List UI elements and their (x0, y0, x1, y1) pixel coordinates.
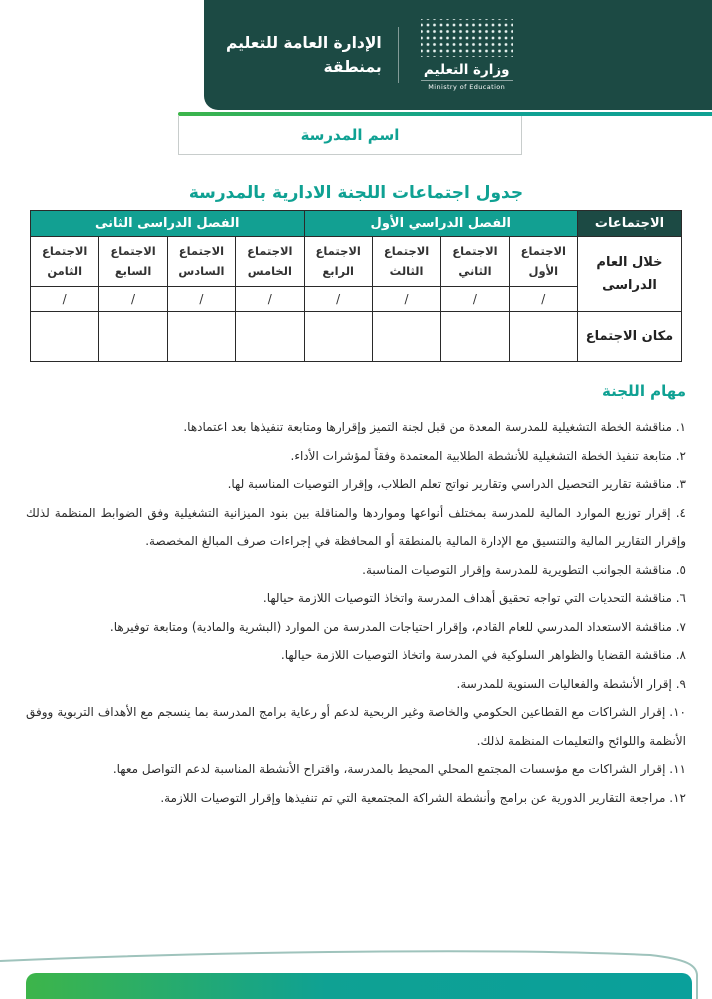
place-cell (31, 312, 99, 362)
tasks-section (26, 382, 686, 812)
task-text: إقرار توزيع الموارد المالية للمدرسة بمختلف أنواعها ومواردها والمناقلة بين بنود الميزانية التشغيلية وفق الضوابط المنظمة لذلك وإقرار التقارير المالية والتنسيق مع الإدارة المالية بالمنطقة أو المحافظة في إجراءات صرف المبالغ المخصصة. (26, 505, 686, 548)
task-number: ٧. (675, 619, 686, 634)
place-cell (99, 312, 167, 362)
date-cell: / (31, 287, 99, 312)
meeting-name-cell: الاجتماع السابع (99, 237, 167, 287)
date-cell: / (304, 287, 372, 312)
task-text: مناقشة الخطة التشغيلية للمدرسة المعدة من قبل لجنة التميز وإقرارها ومتابعة تنفيذها بعد اعتمادها. (183, 420, 672, 434)
ministry-name-english: Ministry of Education (421, 80, 513, 91)
place-label-cell: مكان الاجتماع (578, 312, 682, 362)
task-number: ١١. (669, 762, 686, 776)
document-title: جدول اجتماعات اللجنة الادارية بالمدرسة (188, 183, 524, 204)
meetings-column-header: الاجتماعات (578, 211, 682, 237)
task-number: ٥. (675, 562, 686, 577)
ministry-name-arabic: وزارة التعليم (423, 62, 510, 78)
task-number: ٣. (675, 477, 686, 491)
task-item (26, 442, 686, 471)
task-text: إقرار الشراكات مع مؤسسات المجتمع المحلي المحيط بالمدرسة، واقتراح الأنشطة المناسبة لدعم التواصل معها. (112, 762, 666, 776)
task-number: ٢. (675, 448, 686, 463)
task-item (26, 755, 686, 784)
task-item (26, 784, 686, 813)
task-item (26, 670, 686, 699)
during-year-cell: خلال العام الدراسى (578, 237, 682, 312)
task-number: ١. (675, 420, 686, 434)
meeting-name-cell: الاجتماع الرابع (304, 237, 372, 287)
task-item (26, 698, 686, 755)
tasks-section-heading: مهام اللجنة (602, 382, 686, 400)
place-cell (304, 312, 372, 362)
school-name-box (178, 116, 522, 155)
date-cell: / (372, 287, 440, 312)
task-text: مناقشة الاستعداد المدرسي للعام القادم، وإقرار احتياجات المدرسة من الموارد (البشرية والمادية) ومتابعة توفيرها. (109, 619, 672, 634)
task-item (26, 499, 686, 556)
task-text: إقرار الشراكات مع القطاعين الحكومي والخاصة وغير الربحية لدعم أو رعاية برامج المدرسة بما ينسجم مع الأهداف التربوية ووفق الأنظمة واللوائح والتعليمات المنظمة لذلك. (26, 705, 686, 748)
place-cell (509, 312, 577, 362)
ministry-logo-dots-icon (421, 19, 513, 57)
task-text: مناقشة التحديات التي تواجه تحقيق أهداف المدرسة واتخاذ التوصيات اللازمة حيالها. (262, 591, 672, 605)
meetings-schedule-table (30, 210, 682, 362)
date-cell: / (236, 287, 304, 312)
school-name-label: اسم المدرسة (300, 126, 400, 144)
date-cell: / (167, 287, 235, 312)
task-item (26, 584, 686, 613)
task-item (26, 470, 686, 499)
task-item (26, 613, 686, 642)
task-text: إقرار الأنشطة والفعاليات السنوية للمدرسة. (456, 676, 672, 691)
place-cell (372, 312, 440, 362)
task-item (26, 413, 686, 442)
task-number: ١٢. (669, 790, 686, 805)
task-text: مناقشة الجوانب التطويرية للمدرسة وإقرار التوصيات المناسبة. (362, 562, 672, 577)
task-number: ١٠. (669, 705, 686, 719)
tasks-list (26, 413, 686, 812)
department-title-line1: الإدارة العامة للتعليم (226, 33, 382, 52)
place-cell (441, 312, 509, 362)
department-title (226, 31, 382, 79)
place-cell (236, 312, 304, 362)
footer-bar (26, 973, 692, 999)
task-number: ٩. (675, 676, 686, 691)
task-text: متابعة تنفيذ الخطة التشغيلية للأنشطة الطلابية المعتمدة وفقاً لمؤشرات الأداء. (290, 448, 672, 463)
task-text: مناقشة القضايا والظواهر السلوكية في المدرسة واتخاذ التوصيات اللازمة حيالها. (280, 648, 672, 662)
task-text: مراجعة التقارير الدورية عن برامج وأنشطة الشراكة المجتمعية التي تم تنفيذها وإقرار التوصيات اللازمة. (160, 790, 666, 805)
task-number: ٤. (675, 505, 686, 520)
department-title-line2: بمنطقة (323, 58, 382, 76)
header-divider (398, 27, 399, 83)
footer-decoration (0, 939, 712, 999)
date-cell: / (509, 287, 577, 312)
meeting-name-cell: الاجتماع الخامس (236, 237, 304, 287)
date-cell: / (441, 287, 509, 312)
date-cell: / (99, 287, 167, 312)
task-number: ٦. (675, 591, 686, 605)
meeting-name-cell: الاجتماع الأول (509, 237, 577, 287)
meeting-name-cell: الاجتماع الثالث (372, 237, 440, 287)
semester2-header: الفصل الدراسى الثانى (31, 211, 305, 237)
task-text: مناقشة تقارير التحصيل الدراسي وتقارير نواتج تعلم الطلاب، وإقرار التوصيات المناسبة لها. (227, 477, 672, 491)
ministry-logo (415, 19, 519, 91)
meeting-name-cell: الاجتماع السادس (167, 237, 235, 287)
place-cell (167, 312, 235, 362)
task-item (26, 556, 686, 585)
ministry-header-band (204, 0, 712, 110)
task-number: ٨. (675, 648, 686, 662)
meeting-name-cell: الاجتماع الثامن (31, 237, 99, 287)
semester1-header: الفصل الدراسي الأول (304, 211, 578, 237)
task-item (26, 641, 686, 670)
meeting-name-cell: الاجتماع الثاني (441, 237, 509, 287)
